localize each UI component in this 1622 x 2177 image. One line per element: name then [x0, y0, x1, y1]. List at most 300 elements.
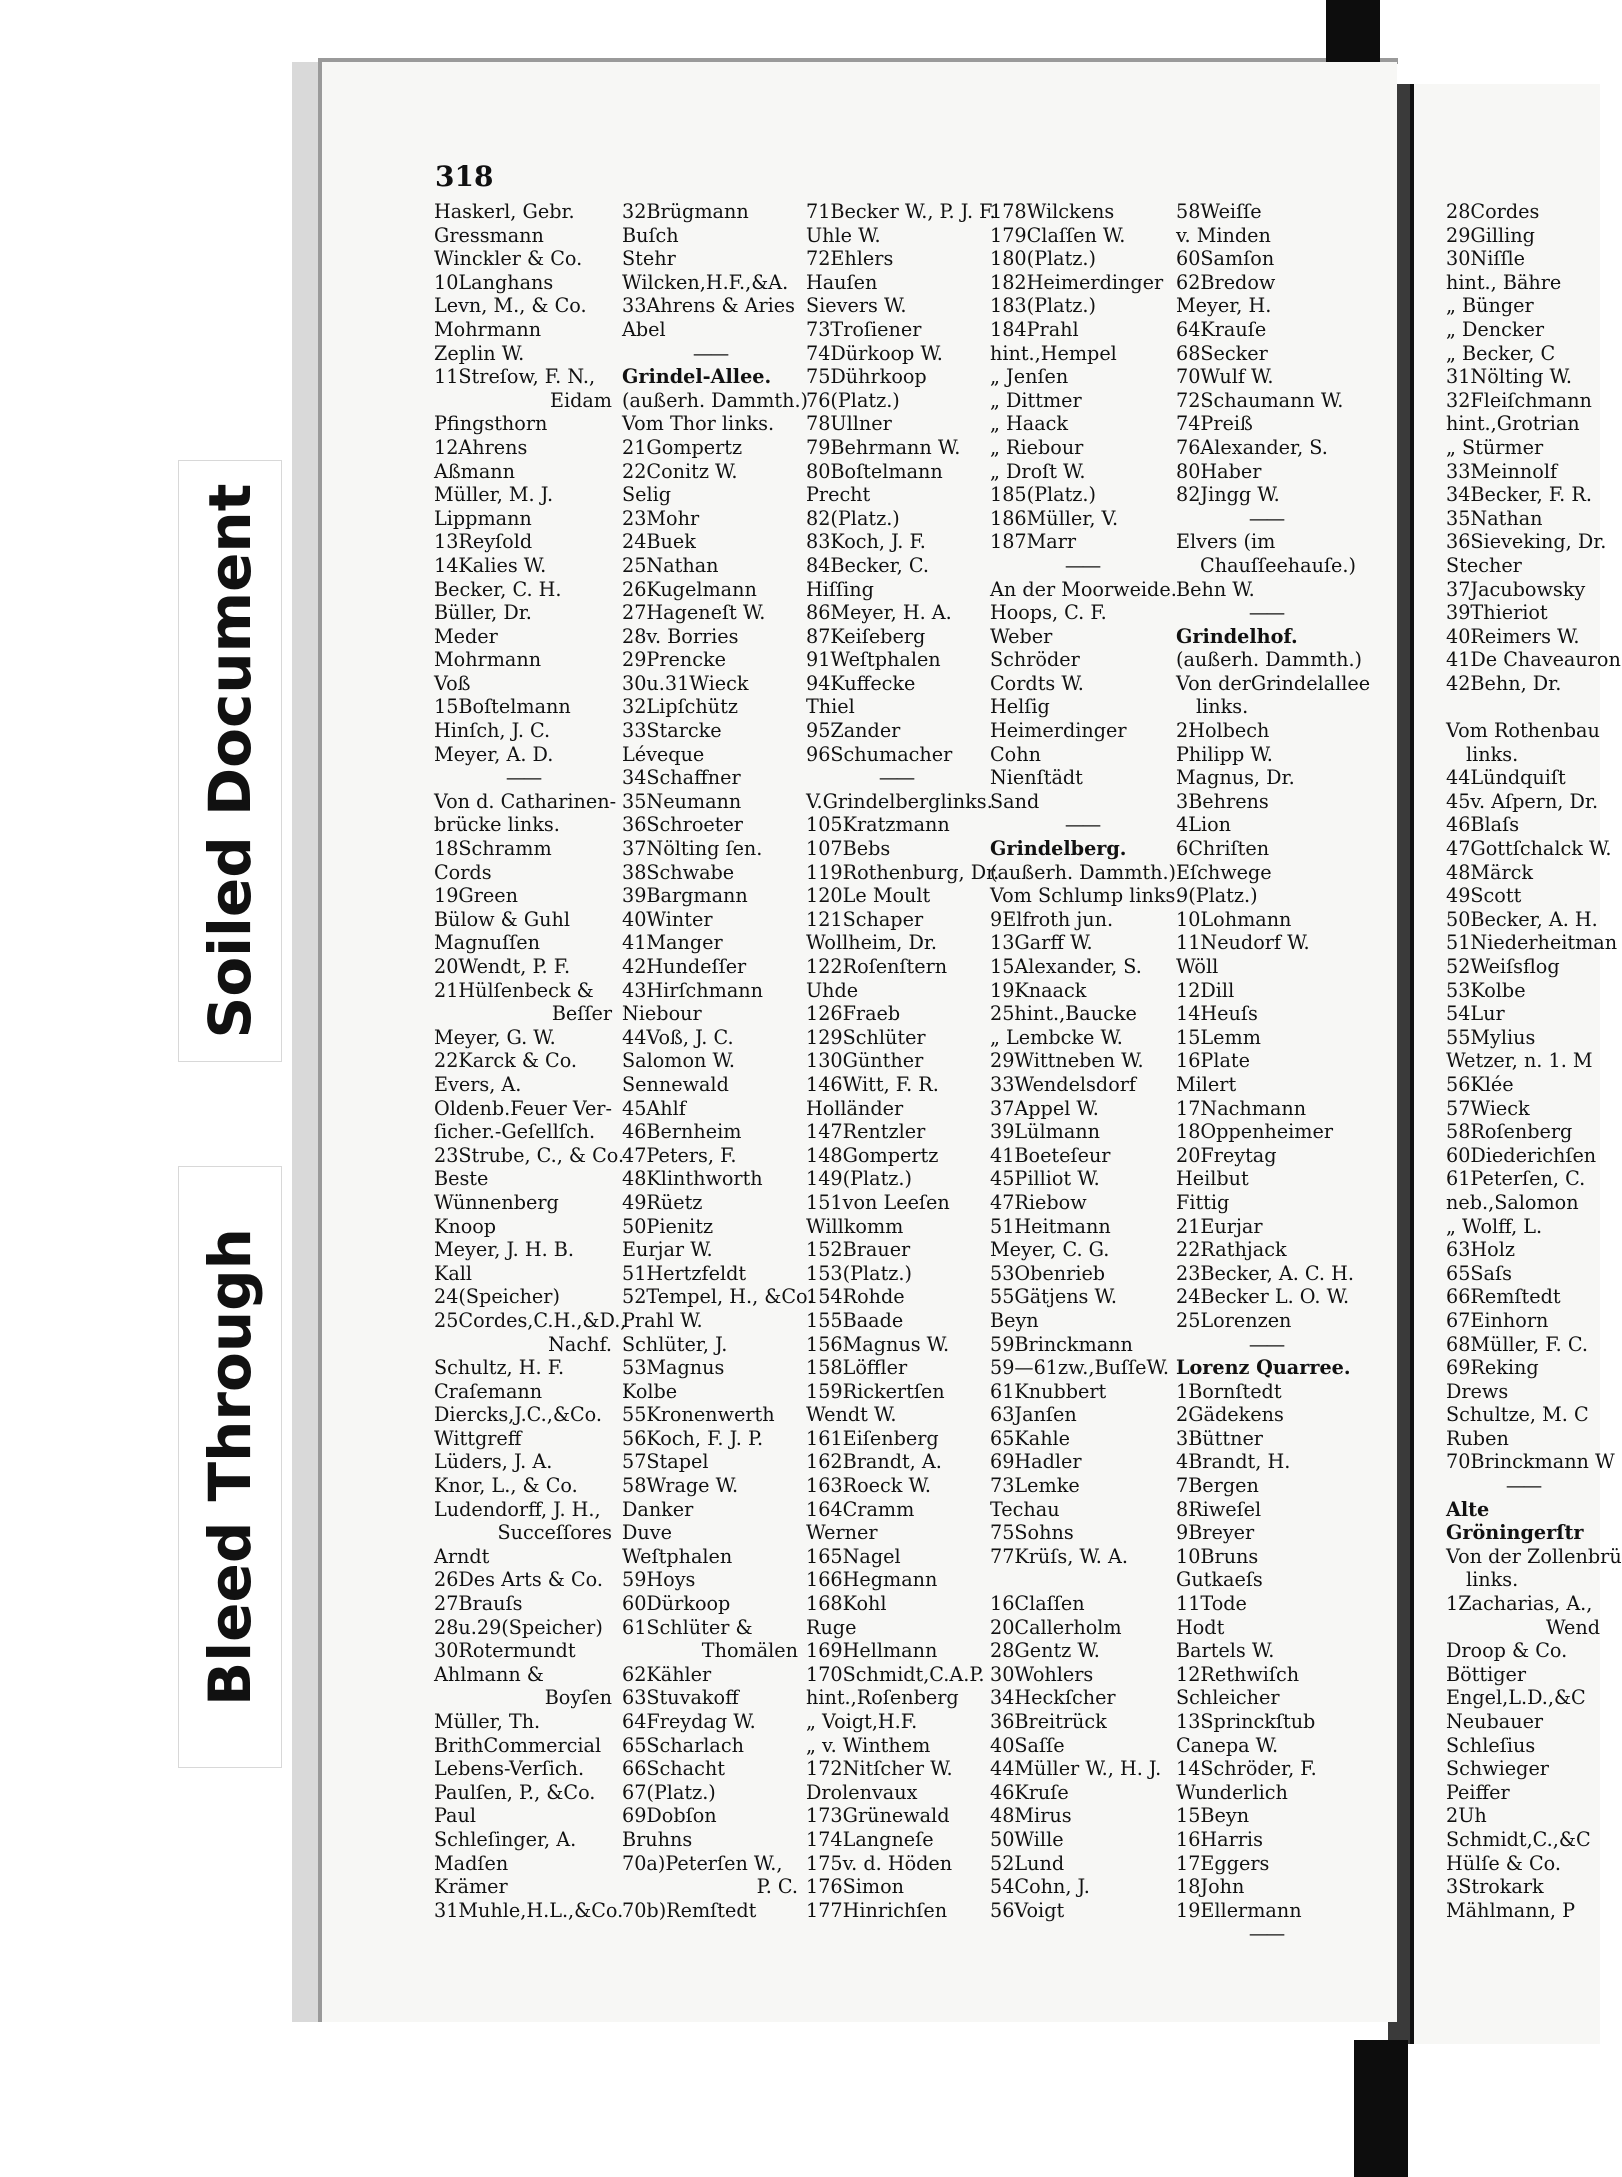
section-divider: ——	[692, 341, 728, 365]
directory-entry: 30Rotermundt	[434, 1639, 576, 1663]
directory-entry: 86Meyer, H. A.	[806, 601, 952, 625]
directory-entry: 15Beyn	[1176, 1804, 1250, 1828]
directory-entry: 56Voigt	[990, 1898, 1065, 1922]
directory-entry: 107Bebs	[806, 837, 891, 861]
directory-entry: 44Voß, J. C.	[622, 1025, 734, 1049]
directory-entry: Sand	[990, 789, 1040, 813]
directory-entry: 68Secker	[1176, 341, 1268, 365]
directory-entry: 24Becker L. O. W.	[1176, 1285, 1350, 1309]
directory-entry: 44Lündquiſt	[1446, 766, 1566, 790]
directory-entry: brücke links.	[434, 813, 560, 837]
directory-entry: 22Rathjack	[1176, 1238, 1287, 1262]
directory-entry: Mohrmann	[434, 317, 542, 341]
directory-entry: 156Magnus W.	[806, 1332, 950, 1356]
directory-entry: 185(Platz.)	[990, 483, 1096, 507]
directory-entry: 31Muhle,H.L.,&Co.	[434, 1898, 624, 1922]
directory-entry: Succeſſores	[497, 1521, 612, 1545]
directory-entry: 65Scharlach	[622, 1733, 744, 1757]
directory-entry: Levn, M., & Co.	[434, 294, 587, 318]
directory-entry: 162Brandt, A.	[806, 1450, 942, 1474]
directory-entry: (außerh. Dammth.)	[1176, 648, 1363, 672]
directory-entry: Schlüter, J.	[622, 1332, 728, 1356]
directory-entry: Meyer, A. D.	[434, 742, 554, 766]
directory-entry: 57Wieck	[1446, 1096, 1530, 1120]
directory-entry: 50Pienitz	[622, 1214, 714, 1238]
directory-entry: 63Holz	[1446, 1238, 1515, 1262]
directory-entry: 76(Platz.)	[806, 388, 900, 412]
directory-entry: Hauſen	[806, 270, 878, 294]
directory-entry: 16Plate	[1176, 1049, 1250, 1073]
directory-entry: 22Conitz W.	[622, 459, 738, 483]
directory-entry: Wend	[1545, 1615, 1600, 1639]
directory-entry: 161Eiſenberg	[806, 1426, 939, 1450]
directory-entry: 14Kalies W.	[434, 553, 547, 577]
directory-entry: Voß	[434, 671, 471, 695]
directory-entry: 59Brinckmann	[990, 1332, 1133, 1356]
directory-entry: Knoop	[434, 1214, 497, 1238]
directory-entry: hint.,Roſenberg	[806, 1686, 959, 1710]
directory-entry: Wetzer, n. 1. M	[1446, 1049, 1593, 1073]
directory-entry: 179Claſſen W.	[990, 223, 1126, 247]
directory-entry: 51Hertzfeldt	[622, 1261, 747, 1285]
directory-entry: 28u.29(Speicher)	[434, 1615, 603, 1639]
directory-entry: 20Wendt, P. F.	[434, 955, 571, 978]
directory-entry: Magnus, Dr.	[1176, 766, 1295, 790]
directory-entry: Weber	[990, 624, 1053, 648]
directory-entry: links.	[1466, 742, 1519, 766]
directory-entry: neb.,Salomon	[1446, 1190, 1579, 1214]
directory-entry: 36Schroeter	[622, 813, 743, 837]
directory-entry: 41Manger	[622, 931, 723, 955]
directory-entry: Meyer, J. H. B.	[434, 1238, 574, 1262]
directory-entry: Mohrmann	[434, 648, 542, 672]
directory-entry: 32Lipſchütz	[622, 695, 738, 719]
directory-entry: 34Becker, F. R.	[1446, 483, 1592, 507]
directory-column-3	[806, 200, 1000, 1922]
directory-entry: 61Schlüter &	[622, 1615, 753, 1639]
directory-entry: Fittig	[1176, 1190, 1230, 1214]
directory-entry: Müller, Th.	[434, 1710, 541, 1733]
directory-entry: hint., Bähre	[1446, 270, 1562, 294]
directory-entry: „ Droſt W.	[990, 459, 1086, 483]
directory-entry: 37Jacubowsky	[1446, 577, 1586, 601]
directory-entry: 29Gilling	[1446, 223, 1535, 247]
directory-entry: 42Behn, Dr.	[1446, 671, 1562, 695]
directory-entry: 94Kuffecke	[806, 671, 916, 695]
directory-entry: 146Witt, F. R.	[806, 1072, 939, 1096]
directory-entry: Beſſer	[551, 1002, 612, 1026]
directory-entry: „ Becker, C	[1446, 341, 1556, 365]
directory-entry: Peiffer	[1446, 1780, 1510, 1804]
directory-entry: 14Schröder, F.	[1176, 1757, 1317, 1781]
directory-entry: Evers, A.	[434, 1072, 522, 1096]
directory-entry: 84Becker, C.	[806, 553, 929, 577]
directory-entry: 3Büttner	[1176, 1426, 1263, 1450]
directory-entry: 10Langhans	[434, 270, 554, 294]
directory-entry: Ludendorff, J. H.,	[434, 1497, 601, 1521]
directory-entry: Müller, M. J.	[434, 483, 554, 507]
directory-entry: 176Simon	[806, 1875, 905, 1899]
directory-entry: 25Nathan	[622, 553, 719, 577]
directory-entry: 46Kruſe	[990, 1780, 1069, 1804]
directory-entry: „ Dittmer	[990, 388, 1082, 412]
directory-entry: 77Krüſs, W. A.	[990, 1544, 1128, 1568]
directory-entry: Niebour	[622, 1002, 702, 1026]
directory-entry: ſicher.-Geſellſch.	[434, 1120, 596, 1144]
directory-entry: 54Cohn, J.	[990, 1875, 1090, 1899]
directory-entry: 155Baade	[806, 1308, 904, 1332]
directory-entry: 28Cordes	[1446, 200, 1540, 223]
directory-entry: Böttiger	[1446, 1662, 1527, 1686]
directory-entry: 178Wilckens	[990, 200, 1115, 223]
directory-entry: 74Preiß	[1176, 412, 1253, 436]
directory-entry: 53Magnus	[622, 1356, 725, 1380]
binding-clip-bottom	[1354, 2040, 1408, 2177]
directory-entry: 28v. Borries	[622, 624, 739, 648]
directory-entry: 65Kahle	[990, 1426, 1071, 1450]
directory-entry: 15Alexander, S.	[990, 955, 1142, 978]
directory-entry: Haskerl, Gebr.	[434, 200, 575, 223]
directory-entry: Engel,L.D.,&C	[1446, 1686, 1586, 1710]
directory-entry: 23Becker, A. C. H.	[1176, 1261, 1354, 1285]
directory-entry: 4Brandt, H.	[1176, 1450, 1291, 1474]
directory-entry	[990, 1568, 1174, 1592]
directory-entry: Helſig	[990, 695, 1050, 719]
directory-entry: Hodt	[1176, 1615, 1225, 1639]
directory-entry: 39Thieriot	[1446, 601, 1548, 625]
section-divider: ——	[878, 766, 914, 790]
directory-entry: 40Winter	[622, 907, 713, 931]
directory-column-5	[1176, 200, 1371, 1946]
directory-entry: 30Wohlers	[990, 1662, 1094, 1686]
directory-entry: 23Strube, C., & Co.	[434, 1143, 625, 1167]
directory-entry: 32Fleiſchmann	[1446, 388, 1592, 412]
directory-entry: 70a)Peterſen W.,	[622, 1851, 783, 1875]
directory-entry: Sennewald	[622, 1072, 729, 1096]
directory-entry: 70Wulf W.	[1176, 365, 1274, 389]
directory-entry: 33Meinnolf	[1446, 459, 1558, 483]
directory-entry: hint.,Grotrian	[1446, 412, 1580, 436]
directory-entry: 182Heimerdinger	[990, 270, 1164, 294]
directory-entry: links.	[1196, 695, 1249, 719]
directory-entry: 33Wendelsdorf	[990, 1072, 1137, 1096]
directory-entry: 49Scott	[1446, 884, 1522, 908]
directory-entry: 4Lion	[1176, 813, 1231, 837]
directory-entry: Meyer, C. G.	[990, 1238, 1110, 1262]
directory-entry: 75Dührkoop	[806, 365, 927, 389]
directory-entry: 59Hoys	[622, 1568, 696, 1592]
directory-entry: 159Rickertſen	[806, 1379, 945, 1403]
directory-entry: Neubauer	[1446, 1710, 1544, 1733]
directory-entry: 184Prahl	[990, 317, 1079, 341]
page-number: 318	[435, 160, 494, 193]
directory-entry: 39Lülmann	[990, 1120, 1101, 1144]
directory-entry: 166Hegmann	[806, 1568, 938, 1592]
directory-entry: Schmidt,C.,&C	[1446, 1827, 1591, 1851]
directory-entry: 25hint.,Baucke	[990, 1002, 1137, 1026]
directory-entry: Von d. Catharinen-	[434, 789, 617, 813]
section-divider: ——	[1248, 1332, 1284, 1356]
directory-entry	[1446, 695, 1600, 719]
directory-entry: Beyn	[990, 1308, 1039, 1332]
directory-entry: Uhde	[806, 978, 859, 1002]
directory-entry: 13Reyſold	[434, 530, 533, 554]
bleed-through-text: Bleed Through	[196, 1228, 264, 1706]
directory-entry: 14Heuſs	[1176, 1002, 1258, 1026]
directory-entry: Pfingsthorn	[434, 412, 548, 436]
directory-entry: 28Gentz W.	[990, 1639, 1100, 1663]
directory-entry: 177Hinrichſen	[806, 1898, 948, 1922]
directory-entry: Zeplin W.	[434, 341, 525, 365]
directory-entry: 25Cordes,C.H.,&D.,	[434, 1308, 627, 1332]
directory-entry: 60Diederichſen	[1446, 1143, 1597, 1167]
directory-entry: 169Hellmann	[806, 1639, 938, 1663]
directory-entry: Sievers W.	[806, 294, 907, 318]
bleed-through-label	[178, 1166, 282, 1768]
directory-entry: Schleſius	[1446, 1733, 1536, 1757]
directory-entry: 36Breitrück	[990, 1710, 1107, 1733]
directory-entry: Holländer	[806, 1096, 904, 1120]
directory-entry: 55Kronenwerth	[622, 1403, 775, 1427]
directory-entry: 32Brügmann	[622, 200, 749, 223]
directory-entry: 151von Leeſen	[806, 1190, 950, 1214]
directory-entry: 187Marr	[990, 530, 1077, 554]
directory-entry: „ Bünger	[1446, 294, 1534, 318]
directory-column-4	[990, 200, 1182, 1922]
directory-entry: 95Zander	[806, 719, 901, 743]
directory-entry: 18Schramm	[434, 837, 552, 861]
directory-entry: 33Starcke	[622, 719, 722, 743]
directory-entry: 22Karck & Co.	[434, 1049, 578, 1073]
directory-entry: 73Lemke	[990, 1474, 1080, 1498]
directory-entry: 16Harris	[1176, 1827, 1263, 1851]
directory-entry: 29Wittneben W.	[990, 1049, 1144, 1073]
directory-entry: 33Ahrens & Aries	[622, 294, 796, 318]
directory-entry: 58Wrage W.	[622, 1474, 739, 1498]
directory-entry: 53Kolbe	[1446, 978, 1526, 1002]
directory-entry: Von der Zollenbrü	[1446, 1544, 1622, 1568]
directory-entry: Kolbe	[622, 1379, 678, 1403]
directory-entry: 47Riebow	[990, 1190, 1087, 1214]
directory-entry: 19Green	[434, 884, 518, 908]
directory-entry: Bartels W.	[1176, 1639, 1275, 1663]
directory-entry: Schröder	[990, 648, 1080, 672]
directory-entry: Cohn	[990, 742, 1041, 766]
directory-entry: Wilcken,H.F.,&A.	[622, 270, 789, 294]
directory-entry: 7Bergen	[1176, 1474, 1259, 1498]
directory-entry: hint.,Hempel	[990, 341, 1117, 365]
directory-entry: 45Ahlf	[622, 1096, 686, 1120]
directory-entry: Paulſen, P., &Co.	[434, 1780, 596, 1804]
directory-entry: 17Nachmann	[1176, 1096, 1307, 1120]
section-divider: ——	[1064, 813, 1100, 837]
directory-entry: 42Hundeſſer	[622, 955, 747, 978]
directory-entry: (außerh. Dammth.)	[622, 388, 809, 412]
directory-entry: 70b)Remſtedt	[622, 1898, 757, 1922]
directory-entry: Wollheim, Dr.	[806, 931, 938, 955]
directory-entry: 67(Platz.)	[622, 1780, 716, 1804]
directory-entry: Mählmann, P	[1446, 1898, 1576, 1922]
directory-entry: 3Behrens	[1176, 789, 1269, 813]
directory-entry: 20Freytag	[1176, 1143, 1277, 1167]
directory-entry: An der Moorweide.	[990, 577, 1177, 601]
directory-entry: 91Weſtphalen	[806, 648, 941, 672]
directory-entry: Oldenb.Feuer Ver-	[434, 1096, 612, 1120]
directory-entry: 52Lund	[990, 1851, 1065, 1875]
directory-entry: Vom Thor links.	[622, 412, 775, 436]
directory-entry: 60Samſon	[1176, 247, 1275, 271]
directory-entry: 65Saſs	[1446, 1261, 1512, 1285]
directory-entry: 172Nitſcher W.	[806, 1757, 953, 1781]
directory-entry: 66Schacht	[622, 1757, 725, 1781]
directory-entry: 57Stapel	[622, 1450, 709, 1474]
directory-entry: Chauſſeehauſe.)	[1200, 553, 1356, 577]
directory-entry: 9(Platz.)	[1176, 884, 1258, 908]
directory-entry: 96Schumacher	[806, 742, 953, 766]
directory-entry: 152Brauer	[806, 1238, 911, 1262]
directory-entry: 58Weiſſe	[1176, 200, 1262, 223]
directory-entry: 69Dobſon	[622, 1804, 717, 1828]
directory-entry: 1Zacharias, A.,	[1446, 1592, 1593, 1616]
directory-entry: 52Weiſsflog	[1446, 955, 1560, 978]
directory-entry: 51Heitmann	[990, 1214, 1111, 1238]
directory-entry: 25Lorenzen	[1176, 1308, 1292, 1332]
directory-entry: 83Koch, J. F.	[806, 530, 926, 554]
directory-entry: 79Behrmann W.	[806, 435, 961, 459]
directory-entry: 48Klinthworth	[622, 1167, 763, 1191]
directory-entry: V.Grindelberglinks.	[806, 789, 993, 813]
directory-entry: 186Müller, V.	[990, 506, 1119, 530]
directory-entry: 18John	[1176, 1875, 1245, 1899]
directory-entry: 35Neumann	[622, 789, 742, 813]
directory-column-1	[434, 200, 627, 1922]
directory-entry: Von derGrindelallee	[1176, 671, 1371, 695]
directory-entry: 50Becker, A. H.	[1446, 907, 1598, 931]
directory-entry: Léveque	[622, 742, 705, 766]
directory-entry: 54Lur	[1446, 1002, 1505, 1026]
directory-entry: „ Lembcke W.	[990, 1025, 1123, 1049]
directory-entry: 19Ellermann	[1176, 1898, 1302, 1922]
directory-entry: 31Nölting W.	[1446, 365, 1572, 389]
directory-entry: Selig	[622, 483, 672, 507]
directory-entry: Techau	[990, 1497, 1060, 1521]
directory-entry: Buſch	[622, 223, 679, 247]
directory-entry: 61Peterſen, C.	[1446, 1167, 1586, 1191]
directory-entry: 45v. Aſpern, Dr.	[1446, 789, 1599, 813]
directory-entry: Hiſſing	[806, 577, 874, 601]
directory-entry: 164Cramm	[806, 1497, 915, 1521]
directory-entry: 2Uh	[1446, 1804, 1487, 1828]
directory-entry: Nienſtädt	[990, 766, 1083, 790]
directory-entry: 55Mylius	[1446, 1025, 1536, 1049]
soiled-document-label	[178, 460, 282, 1062]
directory-entry: Prahl W.	[622, 1308, 703, 1332]
directory-entry: 11Neudorf W.	[1176, 931, 1310, 955]
directory-entry: 119Rothenburg, Dr.	[806, 860, 1000, 884]
directory-entry: 15Boſtelmann	[434, 695, 571, 719]
directory-entry: v. Minden	[1176, 223, 1271, 247]
directory-entry: 75Sohns	[990, 1521, 1074, 1545]
directory-entry: 35Nathan	[1446, 506, 1543, 530]
directory-entry: 72Ehlers	[806, 247, 894, 271]
directory-entry: Bülow & Guhl	[434, 907, 571, 931]
directory-entry: Precht	[806, 483, 871, 507]
directory-entry: 12Ahrens	[434, 435, 528, 459]
directory-entry: Uhle W.	[806, 223, 881, 247]
directory-entry: Bruhns	[622, 1827, 693, 1851]
directory-entry: Eidam	[549, 388, 612, 412]
directory-entry: Magnuſſen	[434, 931, 540, 955]
directory-entry: 24(Speicher)	[434, 1285, 560, 1309]
directory-entry: „ Voigt,H.F.	[806, 1710, 918, 1733]
directory-entry: 34Schaffner	[622, 766, 741, 790]
directory-entry: 69Hadler	[990, 1450, 1082, 1474]
directory-entry: 43Hirſchmann	[622, 978, 764, 1002]
directory-entry: 62Bredow	[1176, 270, 1276, 294]
directory-entry: Drolenvaux	[806, 1780, 918, 1804]
directory-entry: 80Haber	[1176, 459, 1262, 483]
directory-entry: 37Appel W.	[990, 1096, 1099, 1120]
directory-entry: Werner	[806, 1521, 878, 1545]
directory-entry: Wendt W.	[806, 1403, 897, 1427]
directory-entry: 71Becker W., P. J. F.	[806, 200, 996, 223]
directory-entry: Madſen	[434, 1851, 509, 1875]
directory-entry: 175v. d. Höden	[806, 1851, 953, 1875]
directory-entry: Weſtphalen	[622, 1544, 733, 1568]
directory-entry: 80Boſtelmann	[806, 459, 943, 483]
directory-entry: 21Gompertz	[622, 435, 743, 459]
street-heading: Grindelberg.	[990, 837, 1127, 861]
directory-entry: Thomälen	[701, 1639, 798, 1663]
directory-entry: 63Stuvakoff	[622, 1686, 739, 1710]
section-divider: ——	[1248, 601, 1284, 625]
directory-entry: 45Pilliot W.	[990, 1167, 1100, 1191]
directory-entry: „ Dencker	[1446, 317, 1545, 341]
directory-entry: 67Einhorn	[1446, 1308, 1549, 1332]
directory-entry: 74Dürkoop W.	[806, 341, 943, 365]
directory-entry: 44Müller W., H. J.	[990, 1757, 1162, 1781]
directory-entry: Ahlmann &	[434, 1662, 544, 1686]
directory-entry: 66Remſtedt	[1446, 1285, 1561, 1309]
directory-entry: 15Lemm	[1176, 1025, 1261, 1049]
directory-entry: 56Koch, F. J. P.	[622, 1426, 764, 1450]
directory-entry: Stehr	[622, 247, 676, 271]
directory-entry: Milert	[1176, 1072, 1237, 1096]
directory-entry: 120Le Moult	[806, 884, 931, 908]
directory-entry: 26Des Arts & Co.	[434, 1568, 603, 1592]
directory-entry: 180(Platz.)	[990, 247, 1096, 271]
directory-entry: Ruge	[806, 1615, 857, 1639]
directory-entry: 3Strokark	[1446, 1875, 1544, 1899]
soiled-document-text: Soiled Document	[196, 483, 264, 1039]
directory-entry: 64Krauſe	[1176, 317, 1267, 341]
directory-entry: Lippmann	[434, 506, 532, 530]
directory-entry: Krämer	[434, 1875, 508, 1899]
directory-entry: 148Gompertz	[806, 1143, 939, 1167]
directory-entry: Philipp W.	[1176, 742, 1273, 766]
directory-entry: Schultz, H. F.	[434, 1356, 565, 1380]
directory-entry: Droop & Co.	[1446, 1639, 1568, 1663]
directory-entry: Salomon W.	[622, 1049, 735, 1073]
directory-entry: 8Riweſel	[1176, 1497, 1262, 1521]
directory-entry: Danker	[622, 1497, 694, 1521]
directory-entry: 24Buek	[622, 530, 696, 554]
directory-entry: 2Holbech	[1176, 719, 1270, 743]
directory-entry: 147Rentzler	[806, 1120, 926, 1144]
directory-entry: Hoops, C. F.	[990, 601, 1107, 625]
directory-entry: Cords	[434, 860, 492, 884]
directory-entry: 46Bernheim	[622, 1120, 742, 1144]
